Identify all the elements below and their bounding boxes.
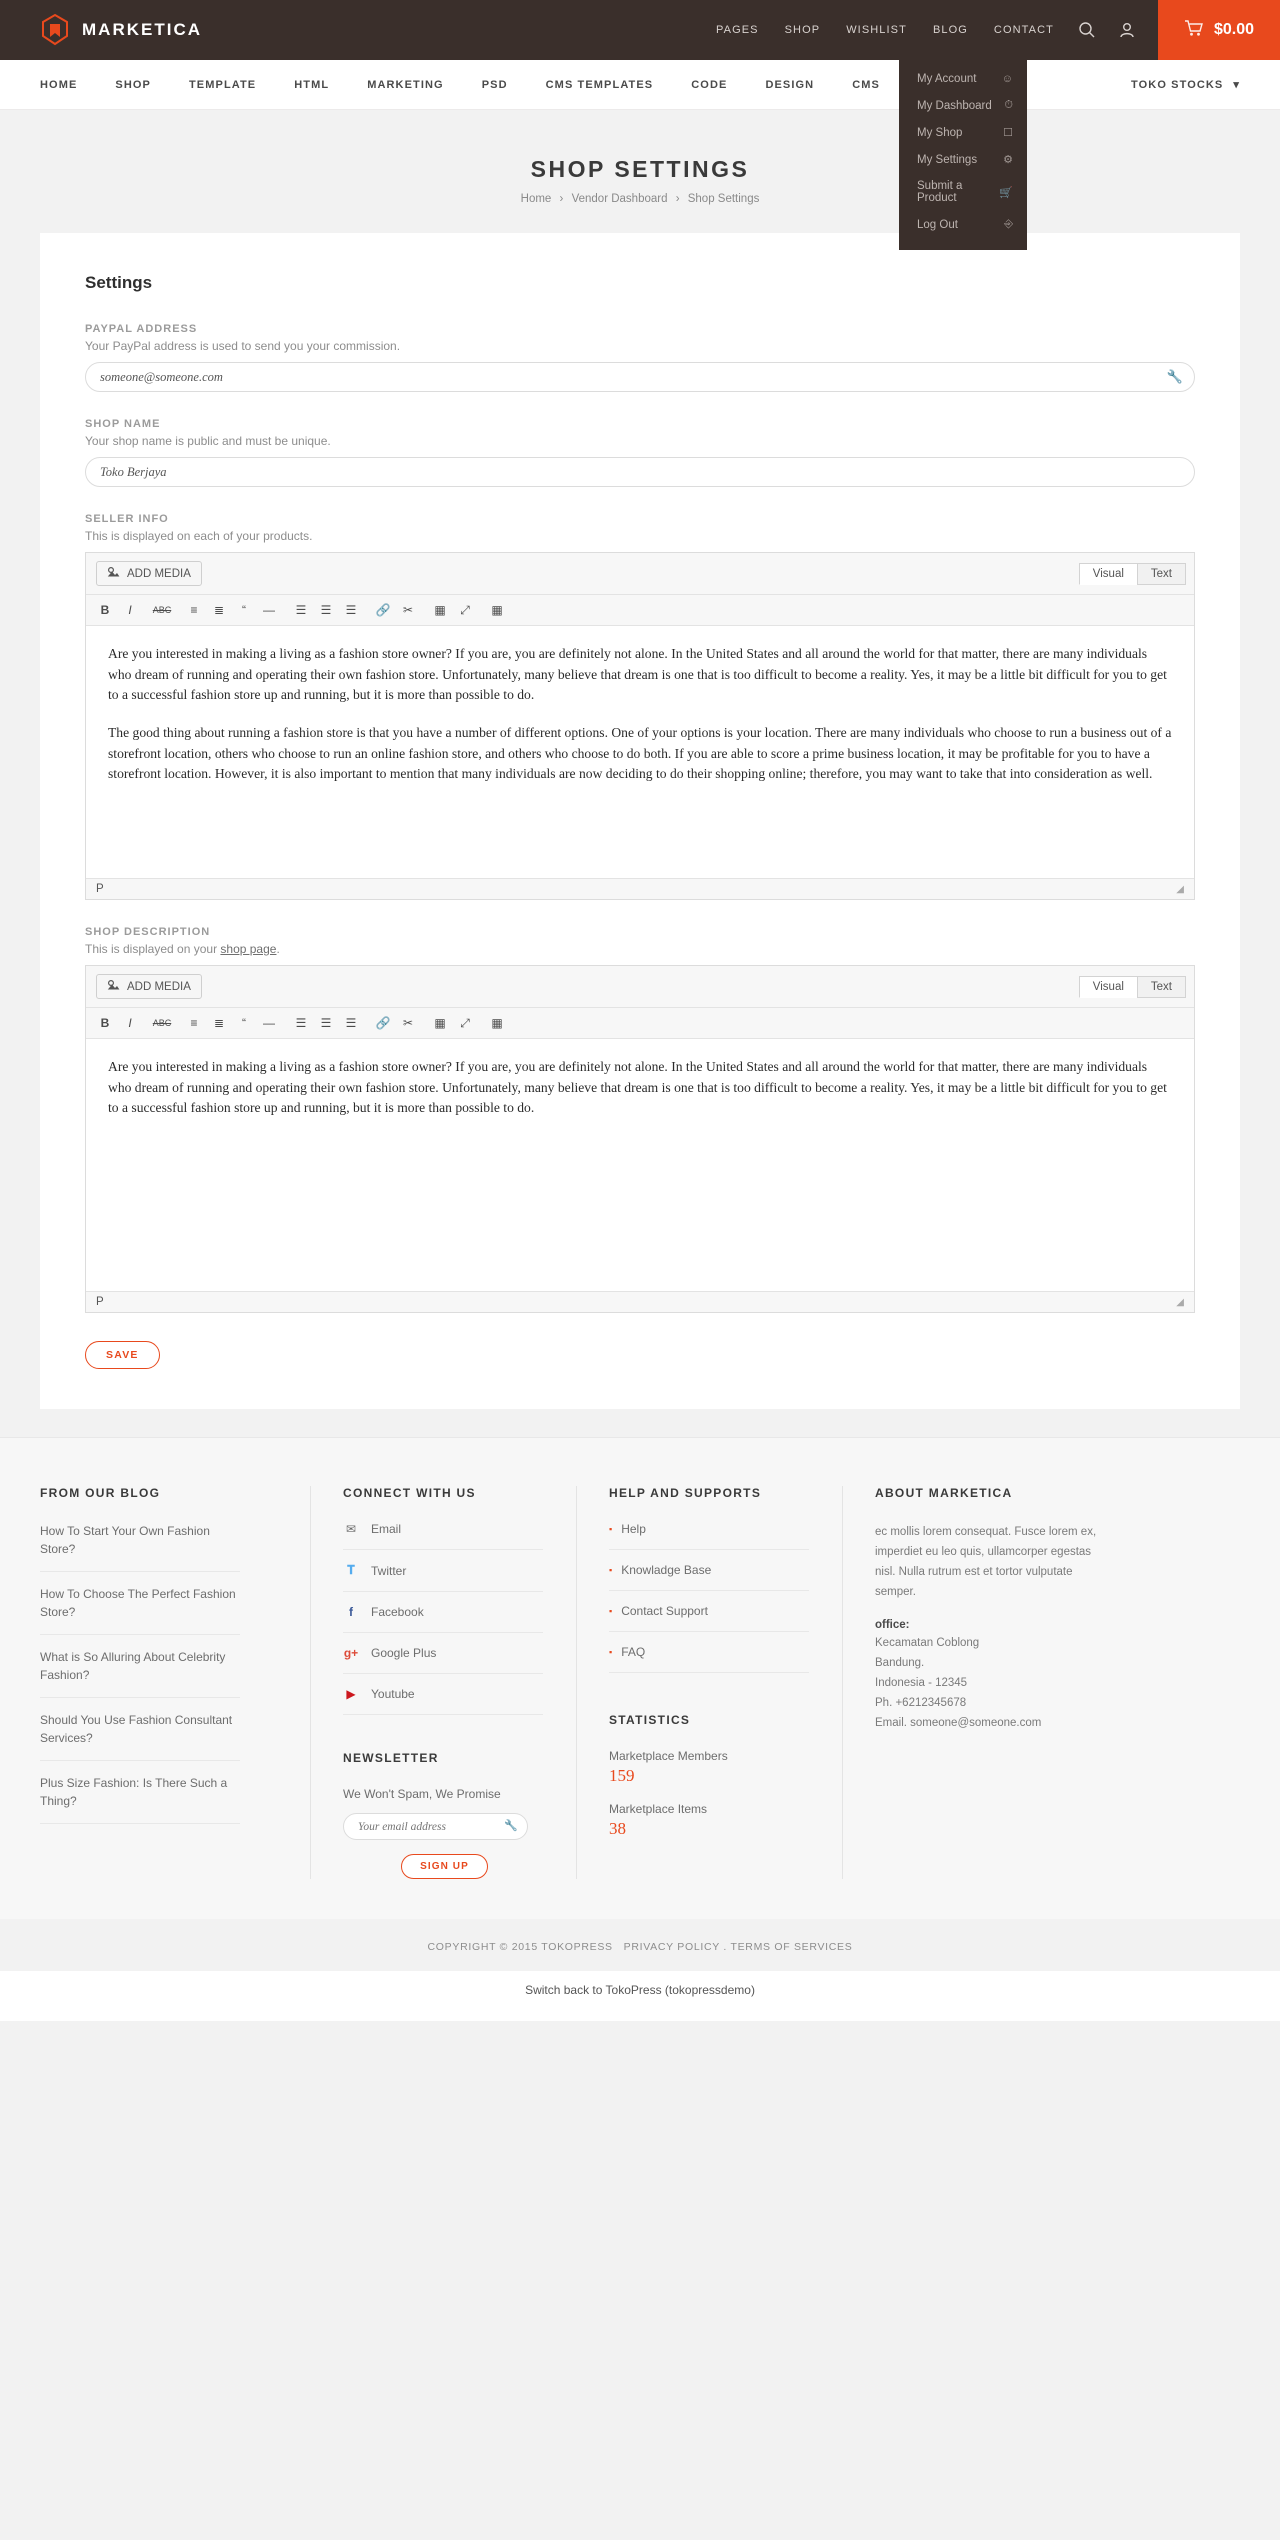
chevron-down-icon: ▾ [1233,79,1240,91]
copyright-bar [0,1919,1280,1971]
numbered-list-icon[interactable]: ≣ [213,603,225,617]
align-right-icon[interactable]: ☰ [345,1016,357,1030]
newsletter-email-input[interactable] [343,1813,528,1840]
top-icon-group [1064,0,1158,60]
top-nav-item-pages[interactable]: PAGES [716,24,759,36]
facebook-icon: f [349,1605,353,1619]
blog-link[interactable]: Should You Use Fashion Consultant Services? [40,1711,240,1761]
main-nav-item-design[interactable]: DESIGN [765,78,815,91]
bulleted-list-icon[interactable]: ≡ [190,1016,198,1030]
shop-name-field-wrap [85,457,1195,487]
horizontal-rule-icon[interactable]: — [263,603,275,617]
social-label: Email [371,1522,402,1536]
about-office-line: Ph. +6212345678 [875,1696,967,1709]
align-center-icon[interactable]: ☰ [320,603,332,617]
copyright-text: COPYRIGHT © 2015 TOKOPRESS [427,1941,613,1953]
tab-text[interactable]: Text [1137,976,1186,998]
menu-item-label: My Settings [917,153,978,166]
legal-separator: . [723,1941,728,1953]
wrench-icon[interactable]: 🔧 [504,1820,518,1832]
help-link-knowledge-base[interactable] [609,1563,809,1591]
footer-heading-blog: FROM OUR BLOG [40,1486,161,1500]
google-plus-icon: g+ [343,1646,359,1660]
bulleted-list-icon[interactable]: ≡ [190,603,198,617]
editor-path-status: P [96,1296,104,1308]
read-more-icon[interactable]: ▦ [434,1016,446,1030]
shop-description-help-prefix: This is displayed on your [85,942,221,956]
breadcrumb-separator: › [559,193,564,205]
footer-heading-help: HELP AND SUPPORTS [609,1486,762,1500]
toko-stocks-label: TOKO STOCKS [1131,78,1224,91]
footer-col-help [576,1486,842,1879]
breadcrumb-item-vendor-dashboard[interactable]: Vendor Dashboard [571,193,668,205]
menu-item-label: My Dashboard [917,99,992,112]
bag-icon: ☐ [1003,127,1013,139]
menu-item-my-account[interactable] [899,66,1027,92]
paypal-address-input[interactable] [85,362,1195,392]
bold-icon[interactable]: B [100,1016,110,1030]
newsletter-subtext: We Won't Spam, We Promise [343,1787,501,1801]
shop-description-editor [85,965,1195,1313]
main-nav [0,60,1280,110]
fullscreen-icon[interactable]: ⤢ [460,602,470,617]
strikethrough-icon[interactable]: ABC [152,1018,172,1028]
unlink-icon[interactable]: ✂ [402,1016,414,1030]
help-label: Contact Support [621,1604,708,1618]
menu-item-submit-a-product[interactable] [899,173,1027,211]
stat-value-items: 38 [609,1819,626,1838]
top-nav-item-contact[interactable]: CONTACT [993,24,1054,36]
footer-heading-connect: CONNECT WITH US [343,1486,476,1500]
editor-mode-tabs [1079,563,1186,585]
main-nav-item-marketing[interactable]: MARKETING [367,78,444,91]
bullet-icon: ▪ [609,1565,613,1575]
social-label: Youtube [371,1687,415,1701]
blog-link[interactable]: How To Start Your Own Fashion Store? [40,1522,240,1572]
stat-value-members: 159 [609,1766,635,1785]
wrench-icon[interactable]: 🔧 [1166,369,1183,384]
social-link-email[interactable] [343,1522,543,1550]
about-office-label: office: [875,1618,910,1631]
social-label: Twitter [371,1563,407,1578]
breadcrumb-item-home[interactable]: Home [520,193,552,205]
signup-button[interactable]: SIGN UP [401,1854,488,1879]
about-text: ec mollis lorem consequat. Fusce lorem ex, imperdiet eu leo quis, ullamcorper egestas nisl. Nulla rutrum est et tortor vulputate semper. [875,1526,1097,1599]
blockquote-icon[interactable]: “ [242,603,246,617]
cart-total: $0.00 [1213,21,1254,38]
editor-status-bar [86,1291,1194,1312]
top-nav-item-wishlist[interactable]: WISHLIST [846,24,907,36]
user-icon: ☺ [1001,73,1013,85]
social-link-google-plus[interactable] [343,1646,543,1674]
social-link-twitter[interactable] [343,1563,543,1592]
tab-text[interactable]: Text [1137,563,1186,585]
shop-name-label: SHOP NAME [85,418,161,430]
align-center-icon[interactable]: ☰ [320,1016,332,1030]
help-label: Help [621,1522,646,1536]
switch-back-bar [0,1971,1280,2021]
stat-label-members: Marketplace Members [609,1749,728,1763]
user-icon[interactable] [1118,21,1136,39]
editor-path-status: P [96,883,104,895]
bullet-icon: ▪ [609,1524,613,1534]
align-left-icon[interactable]: ☰ [295,1016,307,1030]
top-nav-item-blog[interactable]: BLOG [932,24,968,36]
switch-back-link[interactable]: Switch back to TokoPress (tokopressdemo) [525,1983,755,1997]
account-dropdown-menu [899,60,1027,250]
page-header [0,110,1280,233]
blog-link[interactable]: How To Choose The Perfect Fashion Store? [40,1585,240,1635]
top-nav [716,0,1064,60]
tab-visual[interactable]: Visual [1079,563,1137,585]
main-nav-item-cms[interactable]: CMS [852,78,880,91]
link-icon[interactable]: 🔗 [375,603,391,617]
main-nav-item-shop[interactable]: SHOP [115,78,151,91]
main-nav-item-home[interactable]: HOME [40,78,78,91]
main-nav-item-code[interactable]: CODE [691,78,728,91]
shop-description-textarea[interactable] [86,1039,1194,1291]
paypal-label: PAYPAL ADDRESS [85,323,198,335]
media-icon [107,566,120,581]
cart-icon [1184,19,1204,42]
cart-icon: 🛒 [999,186,1013,199]
privacy-policy-link[interactable]: PRIVACY POLICY [623,1941,720,1953]
seller-info-editor [85,552,1195,900]
seller-info-paragraph: Are you interested in making a living as a fashion store owner? If you are, you are definitely not alone. In the United States and all around the world for that matter, there are many individuals who dream of running and operating their own fashion store. Unfortunately, many believe that dream is one that is too difficult to become a reality. Yes, it may be a little bit difficult for you to get to a successful fashion store up and running, but it is more than possible to do. [108,646,1167,703]
align-left-icon[interactable]: ☰ [295,603,307,617]
bold-icon[interactable]: B [100,603,110,617]
settings-card [40,233,1240,1409]
menu-item-label: My Account [917,73,977,85]
breadcrumb [0,193,1280,205]
link-icon[interactable]: 🔗 [375,1016,391,1030]
editor-toolbar-top [86,966,1194,1008]
settings-heading: Settings [85,273,153,292]
menu-item-label: Log Out [917,218,958,231]
stat-label-items: Marketplace Items [609,1802,708,1816]
toko-stocks-dropdown[interactable] [1131,78,1240,91]
editor-status-bar [86,878,1194,899]
menu-item-label: Submit a Product [917,180,963,204]
align-right-icon[interactable]: ☰ [345,603,357,617]
about-office-line: Indonesia - 12345 [875,1676,968,1689]
blog-link[interactable]: What is So Alluring About Celebrity Fashion? [40,1648,240,1698]
resize-handle-icon[interactable]: ◢ [1176,1296,1184,1308]
shop-description-paragraph: Are you interested in making a living as a fashion store owner? If you are, you are definitely not alone. In the United States and all around the world for that matter, there are many individuals who dream of running and operating their own fashion store. Unfortunately, many believe that dream is one that is too difficult to become a reality. Yes, it may be a little bit difficult for you to get to a successful fashion store up and running, but it is more than possible to do. [108,1059,1167,1116]
italic-icon[interactable]: I [128,603,132,617]
help-link-help[interactable] [609,1522,809,1550]
help-label: Knowladge Base [621,1563,712,1577]
add-media-label: ADD MEDIA [127,567,191,580]
help-link-faq[interactable] [609,1645,809,1673]
social-link-youtube[interactable] [343,1687,543,1715]
page-title: SHOP SETTINGS [530,156,750,182]
add-media-button[interactable] [96,561,202,586]
shop-name-input[interactable] [85,457,1195,487]
brand-name: MARKETICA [82,20,202,39]
about-office-line: Kecamatan Coblong [875,1636,980,1649]
fullscreen-icon[interactable]: ⤢ [460,1015,470,1030]
main-nav-item-template[interactable]: TEMPLATE [188,78,257,91]
social-label: Google Plus [371,1646,437,1660]
help-link-contact-support[interactable] [609,1604,809,1632]
youtube-icon: ▶ [346,1687,356,1701]
footer-heading-about: ABOUT MARKETICA [875,1486,1013,1500]
shop-description-help-suffix: . [276,942,280,956]
bullet-icon: ▪ [609,1606,613,1616]
resize-handle-icon[interactable]: ◢ [1176,883,1184,895]
editor-format-toolbar [86,1008,1194,1039]
editor-toolbar-top [86,553,1194,595]
help-label: FAQ [621,1645,646,1659]
footer-col-about [842,1486,1142,1879]
about-office-line: Bandung. [875,1656,925,1669]
horizontal-rule-icon[interactable]: — [263,1016,275,1030]
search-icon[interactable] [1078,21,1096,39]
footer-heading-statistics: STATISTICS [609,1713,691,1727]
seller-info-textarea[interactable] [86,626,1194,878]
add-media-button[interactable] [96,974,202,999]
logout-icon: ⎆ [1004,218,1013,230]
numbered-list-icon[interactable]: ≣ [213,1016,225,1030]
menu-item-my-settings[interactable] [899,146,1027,173]
brand-tag-icon [40,13,70,47]
about-office-line: Email. someone@someone.com [875,1717,1042,1729]
menu-item-my-dashboard[interactable] [899,92,1027,119]
read-more-icon[interactable]: ▦ [434,603,446,617]
terms-of-services-link[interactable]: TERMS OF SERVICES [730,1941,853,1953]
shop-name-help: Your shop name is public and must be unique. [85,434,331,448]
shop-page-link[interactable]: shop page [220,942,277,956]
social-link-facebook[interactable] [343,1605,543,1633]
twitter-icon: 𝐓 [347,1563,355,1577]
editor-format-toolbar [86,595,1194,626]
clock-icon: ⏱ [1004,99,1013,111]
top-nav-item-shop[interactable]: SHOP [784,24,821,36]
tab-visual[interactable]: Visual [1079,976,1137,998]
settings-icon: ⚙ [1003,154,1013,166]
footer-col-connect [310,1486,576,1879]
main-nav-item-cms-templates[interactable]: CMS TEMPLATES [545,78,654,91]
unlink-icon[interactable]: ✂ [402,603,414,617]
shop-description-label: SHOP DESCRIPTION [85,926,211,938]
footer-heading-newsletter: NEWSLETTER [343,1751,439,1765]
menu-item-label: My Shop [917,126,963,139]
blog-link[interactable]: Plus Size Fashion: Is There Such a Thing? [40,1774,240,1824]
breadcrumb-item-shop-settings: Shop Settings [687,193,760,205]
editor-mode-tabs [1079,976,1186,998]
cart-button[interactable] [1158,0,1280,60]
menu-item-my-shop[interactable] [899,119,1027,146]
paypal-field-wrap [85,362,1195,392]
main-nav-item-html[interactable]: HTML [294,78,330,91]
seller-info-label: SELLER INFO [85,513,169,525]
newsletter-field-wrap [343,1813,528,1840]
add-media-label: ADD MEDIA [127,980,191,993]
seller-info-paragraph: The good thing about running a fashion store is that you have a number of different options. One of your options is your location. There are many individuals who choose to run a business out of a storefront location, others who choose to run an online fashion store, and others who choose to do both. If you are able to score a prime business location, it may be profitable for you to have a storefront location. However, it is also important to mention that many individuals are now deciding to do their shopping online; therefore, you may want to take that into consideration as well. [108,724,1172,782]
toolbar-toggle-icon[interactable]: ▦ [491,1016,503,1030]
paypal-help: Your PayPal address is used to send you your commission. [85,339,401,353]
media-icon [107,979,120,994]
email-icon: ✉ [345,1522,357,1536]
blockquote-icon[interactable]: “ [242,1016,246,1030]
menu-item-log-out[interactable] [899,211,1027,238]
footer [0,1437,1280,1919]
logo[interactable] [0,0,202,60]
italic-icon[interactable]: I [128,1016,132,1030]
strikethrough-icon[interactable]: ABC [152,605,172,615]
toolbar-toggle-icon[interactable]: ▦ [491,603,503,617]
footer-col-blog [40,1486,310,1879]
social-label: Facebook [371,1605,424,1619]
main-nav-item-psd[interactable]: PSD [481,78,508,91]
seller-info-help: This is displayed on each of your products. [85,529,313,543]
save-button[interactable]: SAVE [85,1341,160,1369]
shop-description-help [85,942,1195,956]
bullet-icon: ▪ [609,1647,613,1657]
breadcrumb-separator: › [675,193,680,205]
